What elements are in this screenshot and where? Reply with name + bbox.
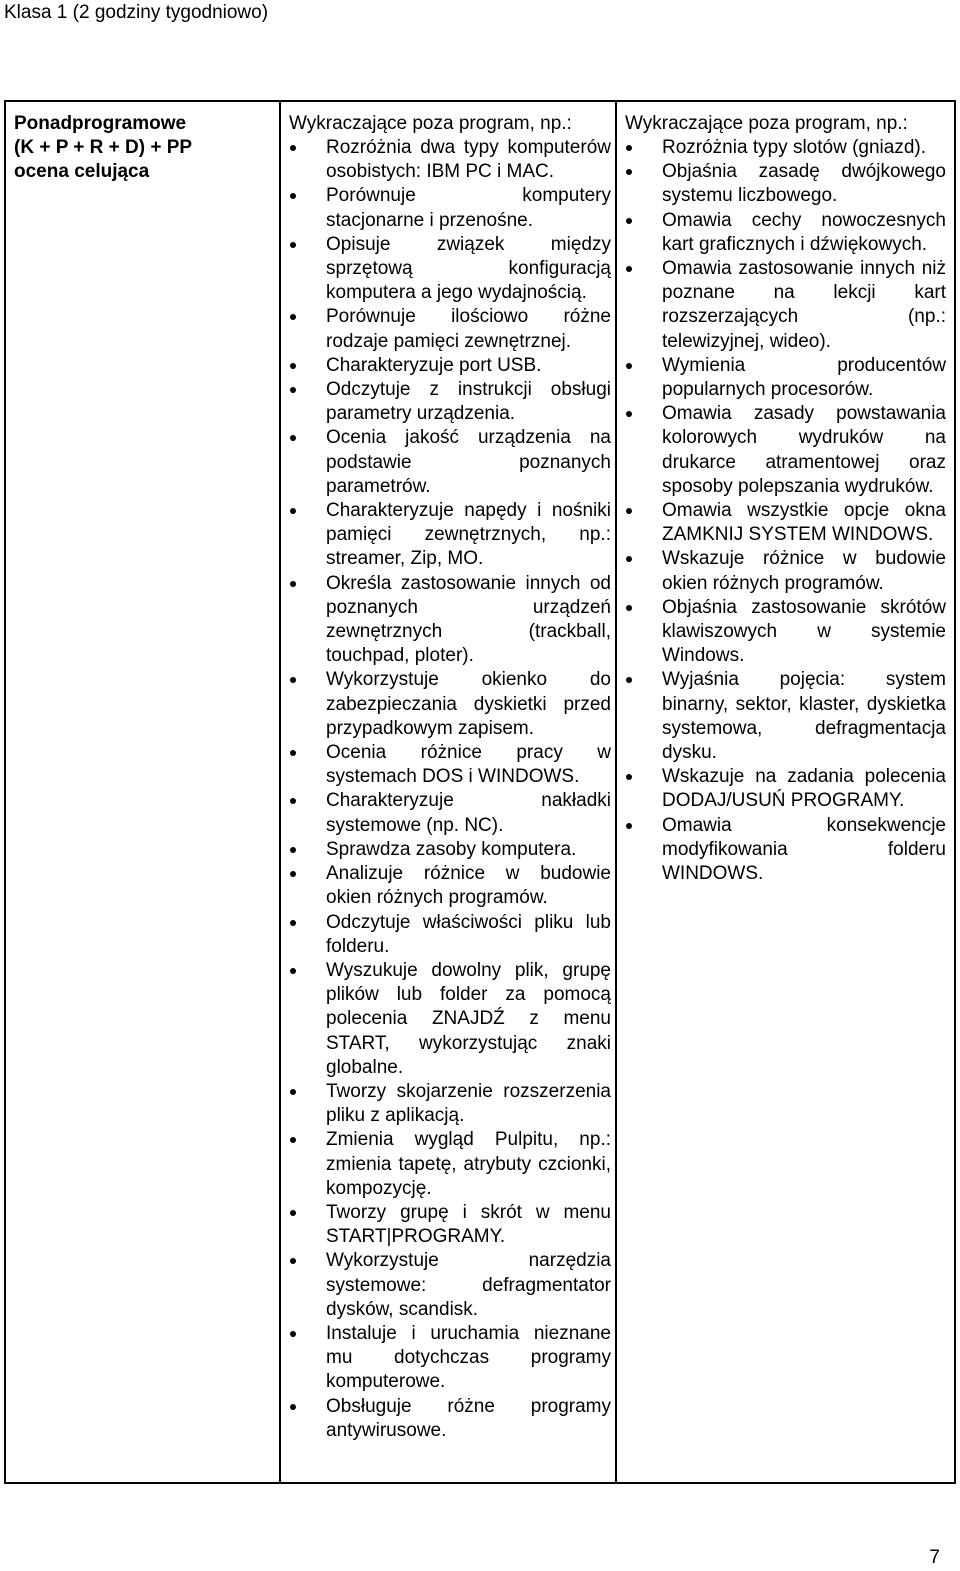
- list-item: Określa zastosowanie innych od poznanych urządzeń zewnętrznych (trackball, touchpad, ploter).: [289, 572, 611, 669]
- list-item: Omawia zastosowanie innych niż poznane na lekcji kart rozszerzających (np.: telewizyjnej, wideo).: [625, 257, 946, 354]
- list-item: Omawia zasady powstawania kolorowych wydruków na drukarce atramentowej oraz sposoby polepszania wydruków.: [625, 402, 946, 499]
- list-item: Rozróżnia dwa typy komputerów osobistych: IBM PC i MAC.: [289, 136, 611, 184]
- list-item: Wskazuje różnice w budowie okien różnych programów.: [625, 547, 946, 595]
- requirements-cell-1: [281, 102, 617, 1482]
- list-item: Analizuje różnice w budowie okien różnych programów.: [289, 862, 611, 910]
- list-item: Odczytuje z instrukcji obsługi parametry urządzenia.: [289, 378, 611, 426]
- page-header: Klasa 1 (2 godziny tygodniowo): [4, 2, 269, 23]
- list-item: Charakteryzuje napędy i nośniki pamięci zewnętrznych, np.: streamer, Zip, MO.: [289, 499, 611, 572]
- list-item: Tworzy grupę i skrót w menu START|PROGRAMY.: [289, 1201, 611, 1249]
- list-item: Rozróżnia typy slotów (gniazd).: [625, 136, 946, 160]
- list-item: Wykorzystuje okienko do zabezpieczania dyskietki przed przypadkowym zapisem.: [289, 668, 611, 741]
- list-item: Wymienia producentów popularnych procesorów.: [625, 354, 946, 402]
- list-item: Omawia wszystkie opcje okna ZAMKNIJ SYSTEM WINDOWS.: [625, 499, 946, 547]
- list-item: Instaluje i uruchamia nieznane mu dotychczas programy komputerowe.: [289, 1322, 611, 1395]
- list-item: Objaśnia zasadę dwójkowego systemu liczbowego.: [625, 160, 946, 208]
- list-item: Omawia cechy nowoczesnych kart graficznych i dźwiękowych.: [625, 209, 946, 257]
- list-item: Ocenia różnice pracy w systemach DOS i WINDOWS.: [289, 741, 611, 789]
- list-item: Sprawdza zasoby komputera.: [289, 838, 611, 862]
- list-item: Opisuje związek między sprzętową konfiguracją komputera a jego wydajnością.: [289, 233, 611, 306]
- list-item: Wyjaśnia pojęcia: system binarny, sektor, klaster, dyskietka systemowa, defragmentacja dysku.: [625, 668, 946, 765]
- requirements-cell-2: [617, 102, 954, 1482]
- list-item: Wskazuje na zadania polecenia DODAJ/USUŃ PROGRAMY.: [625, 765, 946, 813]
- requirements-list-2: [625, 136, 946, 886]
- requirements-intro-2: Wykraczające poza program, np.:: [625, 113, 908, 134]
- list-item: Porównuje ilościowo różne rodzaje pamięci zewnętrznej.: [289, 305, 611, 353]
- list-item: Ocenia jakość urządzenia na podstawie poznanych parametrów.: [289, 426, 611, 499]
- list-item: Porównuje komputery stacjonarne i przenośne.: [289, 184, 611, 232]
- list-item: Obsługuje różne programy antywirusowe.: [289, 1395, 611, 1443]
- requirements-table: [4, 100, 956, 1484]
- grade-level-cell: [6, 102, 281, 1482]
- list-item: Omawia konsekwencje modyfikowania folderu WINDOWS.: [625, 814, 946, 887]
- page-number: 7: [929, 1547, 940, 1568]
- list-item: Zmienia wygląd Pulpitu, np.: zmienia tapetę, atrybuty czcionki, kompozycję.: [289, 1128, 611, 1201]
- requirements-list-1: [289, 136, 611, 1443]
- requirements-intro-1: Wykraczające poza program, np.:: [289, 113, 572, 134]
- list-item: Odczytuje właściwości pliku lub folderu.: [289, 911, 611, 959]
- list-item: Charakteryzuje port USB.: [289, 354, 611, 378]
- grade-level-title: Ponadprogramowe (K + P + R + D) + PP ocena celująca: [14, 113, 193, 182]
- list-item: Tworzy skojarzenie rozszerzenia pliku z aplikacją.: [289, 1080, 611, 1128]
- list-item: Wykorzystuje narzędzia systemowe: defragmentator dysków, scandisk.: [289, 1249, 611, 1322]
- list-item: Charakteryzuje nakładki systemowe (np. NC).: [289, 789, 611, 837]
- list-item: Objaśnia zastosowanie skrótów klawiszowych w systemie Windows.: [625, 596, 946, 669]
- list-item: Wyszukuje dowolny plik, grupę plików lub folder za pomocą polecenia ZNAJDŹ z menu START, wykorzystując znaki globalne.: [289, 959, 611, 1080]
